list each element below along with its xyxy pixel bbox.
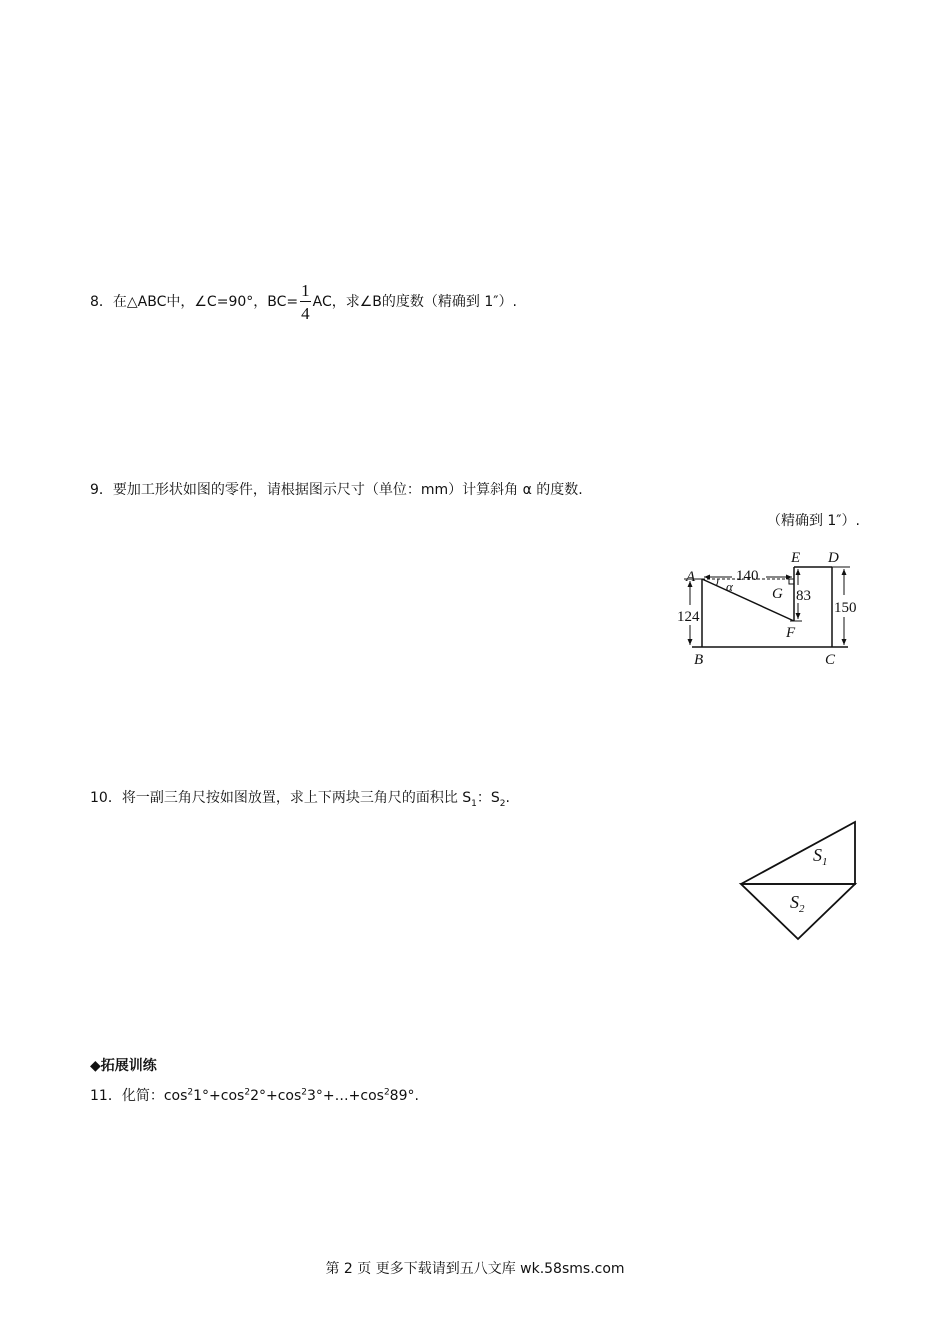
arrow-150-up xyxy=(842,569,847,575)
q10-sub1: 1 xyxy=(471,798,477,809)
label-f: F xyxy=(786,625,796,641)
page-footer xyxy=(0,1258,950,1278)
label-g: G xyxy=(772,586,783,602)
label-e: E xyxy=(791,550,801,566)
q9-text2: （精确到 1″）. xyxy=(766,513,860,529)
label-b: B xyxy=(694,652,704,668)
dim-124-label: 124 xyxy=(677,609,700,625)
section-heading xyxy=(90,1055,157,1075)
fraction-numerator: 1 xyxy=(301,281,310,300)
s1-label: $S_1$ xyxy=(813,845,828,868)
label-a: A xyxy=(686,569,696,585)
question-8 xyxy=(90,282,517,322)
dim-150-label: 150 xyxy=(834,600,857,616)
fraction-denominator: 4 xyxy=(301,304,310,323)
question-9 xyxy=(90,479,583,499)
arrow-83-up xyxy=(796,569,801,575)
term-1: $\cos^21^\circ+$ xyxy=(163,1087,221,1104)
q9-text: 9．要加工形状如图的零件，请根据图示尺寸（单位：mm）计算斜角 α 的度数. xyxy=(90,482,583,498)
section-title: ◆拓展训练 xyxy=(90,1058,157,1074)
s2-label: $S_2$ xyxy=(790,892,805,915)
label-alpha: α xyxy=(726,579,733,594)
question-11 xyxy=(90,1085,419,1105)
q9-part-figure xyxy=(670,545,870,675)
q10-colon: ：S xyxy=(476,790,500,806)
arrow-124-down xyxy=(688,639,693,645)
fraction-one-quarter xyxy=(300,282,311,322)
upper-triangle-s1 xyxy=(741,822,855,884)
q11-prefix: 11．化简： xyxy=(90,1088,164,1104)
dim-140-label: 140 xyxy=(736,568,759,584)
dim-83-label: 83 xyxy=(796,588,811,604)
label-c: C xyxy=(825,652,836,668)
arrow-83-down xyxy=(796,613,801,619)
arrow-150-down xyxy=(842,639,847,645)
label-d: D xyxy=(828,550,839,566)
q10-sub2: 2 xyxy=(499,798,506,809)
footer-text: 第 2 页 更多下载请到五八文库 wk.58sms.com xyxy=(325,1261,625,1277)
alpha-arc xyxy=(717,579,719,586)
q10-end: . xyxy=(505,790,510,806)
q8-suffix: AC，求∠B的度数（精确到 1″）. xyxy=(312,294,517,310)
q10-text: 10．将一副三角尺按如图放置，求上下两块三角尺的面积比 S xyxy=(90,790,472,806)
q8-prefix: 8．在△ABC中，∠C=90°，BC= xyxy=(90,294,299,310)
q10-triangles-figure xyxy=(735,815,865,945)
question-10 xyxy=(90,787,510,809)
term-2: $\cos^22^\circ+$ xyxy=(220,1087,278,1104)
question-9-precision xyxy=(767,510,860,530)
term-4: $\cos^289^\circ$. xyxy=(360,1087,419,1104)
term-3: $\cos^23^\circ+\dots+$ xyxy=(277,1087,361,1104)
